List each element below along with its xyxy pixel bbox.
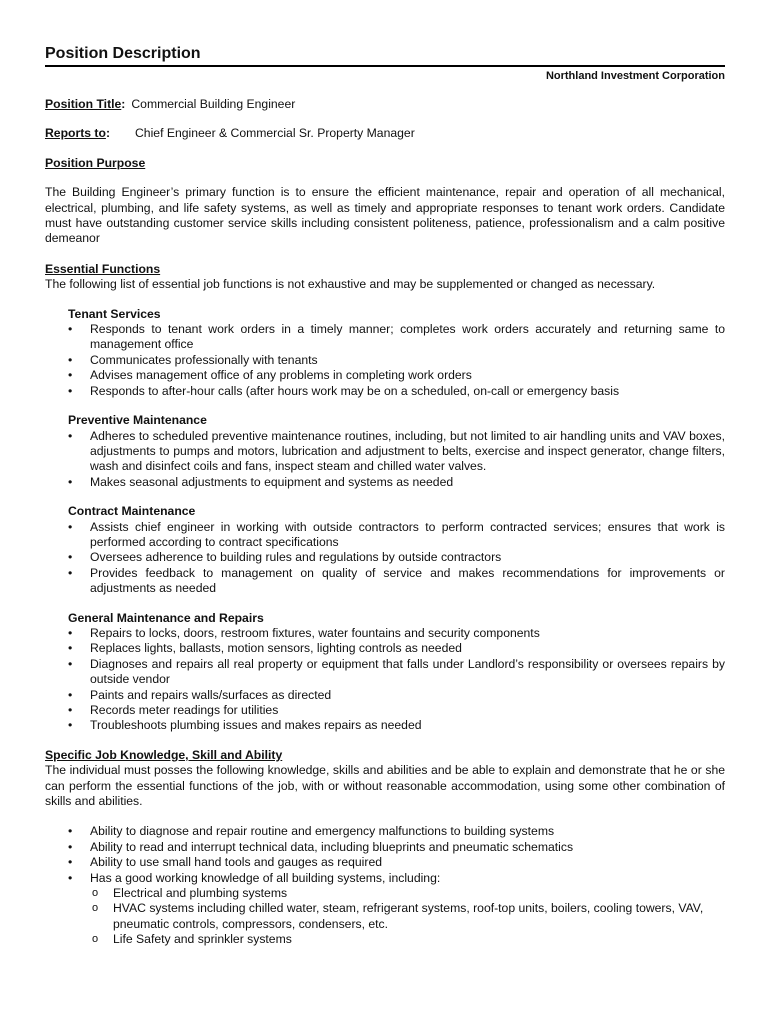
reports-to-row: Reports to: Chief Engineer & Commercial Sr. Property Manager (45, 126, 415, 141)
list-item: • Communicates professionally with tenants (68, 353, 725, 368)
list-item: • Adheres to scheduled preventive maintenance routines, including, but not limited to air handling units and VAV boxes, adjustments to pumps and motors, lubrication and adjustment to belts, exercise and inspect generator, change filters, wash and disinfect coils and fans, inspect steam and chilled water valves. (68, 429, 725, 475)
list-item: • Replaces lights, ballasts, motion sensors, lighting controls as needed (68, 641, 725, 656)
section-title-preventive-maintenance: Preventive Maintenance (68, 413, 207, 428)
sub-list-item: o Electrical and plumbing systems (90, 886, 725, 901)
list-item: • Ability to read and interrupt technical data, including blueprints and pneumatic schematics (68, 840, 725, 855)
document-title: Position Description (45, 44, 725, 67)
list-item: • Ability to use small hand tools and gauges as required (68, 855, 725, 870)
section-title-general-maintenance: General Maintenance and Repairs (68, 610, 264, 625)
essential-functions-heading: Essential Functions (45, 261, 161, 276)
reports-to-label: Reports to (45, 126, 106, 141)
list-item: • Provides feedback to management on quality of service and makes recommendations for improvements or adjustments as needed (68, 566, 725, 597)
sub-list-item: o Life Safety and sprinkler systems (90, 932, 725, 947)
list-item: • Repairs to locks, doors, restroom fixtures, water fountains and security components (68, 626, 725, 641)
list-item-text: Has a good working knowledge of all building systems, including: (90, 870, 441, 885)
list-item: • Responds to after-hour calls (after hours work may be on a scheduled, on-call or emergency basis (68, 384, 725, 399)
contract-maintenance-list (68, 520, 725, 597)
list-item: • Paints and repairs walls/surfaces as directed (68, 688, 725, 703)
preventive-maintenance-list (68, 429, 725, 491)
list-item: • Records meter readings for utilities (68, 703, 725, 718)
building-systems-sublist (90, 886, 725, 948)
skills-heading: Specific Job Knowledge, Skill and Ability (45, 747, 283, 762)
general-maintenance-list (68, 626, 725, 734)
list-item: • Advises management office of any problems in completing work orders (68, 368, 725, 383)
position-purpose-heading: Position Purpose (45, 155, 146, 170)
list-item: • Troubleshoots plumbing issues and makes repairs as needed (68, 718, 725, 733)
list-item: • Makes seasonal adjustments to equipment and systems as needed (68, 475, 725, 490)
list-item: • Diagnoses and repairs all real property or equipment that falls under Landlord’s responsibility or oversees repairs by outside vendor (68, 657, 725, 688)
company-name: Northland Investment Corporation (545, 70, 725, 82)
position-purpose-text: The Building Engineer’s primary function is to ensure the efficient maintenance, repair and operation of all mechanical, electrical, plumbing, and life safety systems, as well as timely and appropriate responses to tenant work orders. Candidate must have outstanding customer service skills including consistent politeness, patience, professionalism and a calm positive demeanor (45, 185, 725, 246)
essential-functions-intro: The following list of essential job functions is not exhaustive and may be supplemented or changed as necessary. (45, 277, 656, 292)
list-item: • Responds to tenant work orders in a timely manner; completes work orders accurately and returning same to management office (68, 322, 725, 353)
list-item: • Ability to diagnose and repair routine and emergency malfunctions to building systems (68, 824, 725, 839)
position-title-row: Position Title: Commercial Building Engineer (45, 97, 296, 111)
list-item: • Assists chief engineer in working with outside contractors to perform contracted services; ensures that work is performed according to contract specifications (68, 520, 725, 551)
sub-list-item: o HVAC systems including chilled water, steam, refrigerant systems, roof-top units, boilers, cooling towers, VAV, pneumatic controls, compressors, condensers, etc. (90, 901, 725, 932)
list-item: • Oversees adherence to building rules and regulations by outside contractors (68, 550, 725, 565)
list-item-with-subitems (68, 871, 725, 948)
section-title-tenant-services: Tenant Services (68, 306, 161, 321)
tenant-services-list (68, 322, 725, 399)
reports-to-value: Chief Engineer & Commercial Sr. Property Manager (135, 126, 415, 141)
section-title-contract-maintenance: Contract Maintenance (68, 504, 196, 519)
skills-list (68, 824, 725, 947)
skills-intro: The individual must posses the following knowledge, skills and abilities and be able to explain and demonstrate that he or she can perform the essential functions of the job, with or without reasonable accommodation, using some other combination of skills and abilities. (45, 763, 725, 809)
position-title-label: Position Title (45, 97, 122, 111)
position-title-value: Commercial Building Engineer (131, 97, 296, 111)
